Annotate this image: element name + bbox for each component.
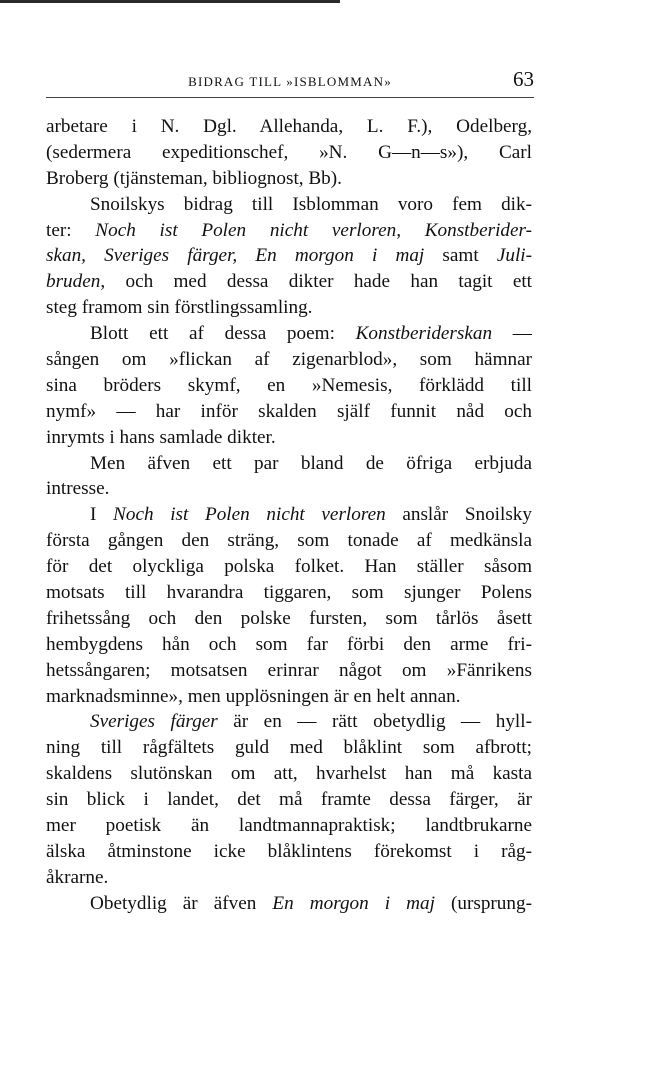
scan-top-edge	[0, 0, 340, 3]
text-line: Snoilskys bidrag till Isblomman voro fem dik-	[90, 193, 532, 215]
text-line: Broberg (tjänsteman, bibliognost, Bb).	[46, 167, 342, 189]
work-title: Sveriges färger	[90, 711, 218, 733]
body-text	[46, 114, 532, 917]
work-title: Noch ist Polen nicht verloren	[113, 504, 386, 526]
text-line: älska åtminstone icke blåklintens förekomst i råg-	[46, 840, 532, 862]
text-line: åkrarne.	[46, 866, 109, 888]
text-line: Sveriges färger är en — rätt obetydlig — hyll-	[90, 711, 532, 733]
text-line: I Noch ist Polen nicht verloren anslår Snoilsky	[90, 504, 532, 526]
running-head: BIDRAG TILL »ISBLOMMAN»	[188, 74, 392, 89]
work-title: bruden	[46, 271, 101, 293]
page-number: 63	[513, 67, 534, 91]
header-rule	[46, 97, 534, 98]
text-line: ning till rågfältets guld med blåklint som afbrott;	[46, 737, 532, 759]
text-line: skaldens slutönskan om att, hvarhelst han må kasta	[46, 763, 532, 785]
text-line: skan, Sveriges färger, En morgon i maj samt Juli-	[46, 245, 532, 267]
work-title: En morgon i maj	[272, 892, 435, 914]
text-line: sin blick i landet, det må framte dessa färger, är	[46, 789, 532, 811]
text-line: arbetare i N. Dgl. Allehanda, L. F.), Odelberg,	[46, 116, 532, 137]
text-line: hetssångaren; motsatsen erinrar något om »Fänrikens	[46, 659, 532, 681]
text-line: intresse.	[46, 478, 110, 500]
text-line: Obetydlig är äfven En morgon i maj (ursprung-	[90, 892, 532, 914]
text-line: frihetssång och den polske fursten, som tårlös åsett	[46, 607, 532, 629]
work-title: Konstberiderskan	[355, 323, 493, 345]
page-header	[46, 62, 534, 98]
text-line: för det olyckliga polska folket. Han ställer såsom	[46, 556, 532, 578]
text-line: Blott ett af dessa poem: Konstberiderskan —	[90, 323, 532, 345]
text-line: första gången den sträng, som tonade af medkänsla	[46, 530, 532, 552]
text-line: nymf» — har inför skalden själf funnit nåd och	[46, 400, 532, 422]
work-title: skan, Sveriges färger, En morgon i maj	[46, 245, 425, 267]
text-line: ter: Noch ist Polen nicht verloren, Konstberider-	[46, 219, 532, 241]
text-line: marknadsminne», men upplösningen är en helt annan.	[46, 685, 461, 707]
text-line: sången om »flickan af zigenarblod», som hämnar	[46, 349, 532, 371]
text-line: (sedermera expeditionschef, »N. G—n—s»), Carl	[46, 141, 532, 163]
text-line: steg framom sin förstlingssamling.	[46, 297, 313, 319]
text-line: Men äfven ett par bland de öfriga erbjuda	[90, 452, 532, 474]
text-line: hembygdens hån och som far förbi den arme fri-	[46, 633, 532, 655]
text-line: inrymts i hans samlade dikter.	[46, 426, 276, 448]
text-line: sina bröders skymf, en »Nemesis, förklädd till	[46, 374, 532, 396]
work-title: Noch ist Polen nicht verloren, Konstberider-	[95, 219, 532, 241]
text-line: motsats till hvarandra tiggaren, som sjunger Polens	[46, 582, 532, 604]
text-line: bruden, och med dessa dikter hade han tagit ett	[46, 271, 532, 293]
text-line: mer poetisk än landtmannapraktisk; landtbrukarne	[46, 815, 532, 837]
work-title: Juli-	[496, 245, 532, 267]
